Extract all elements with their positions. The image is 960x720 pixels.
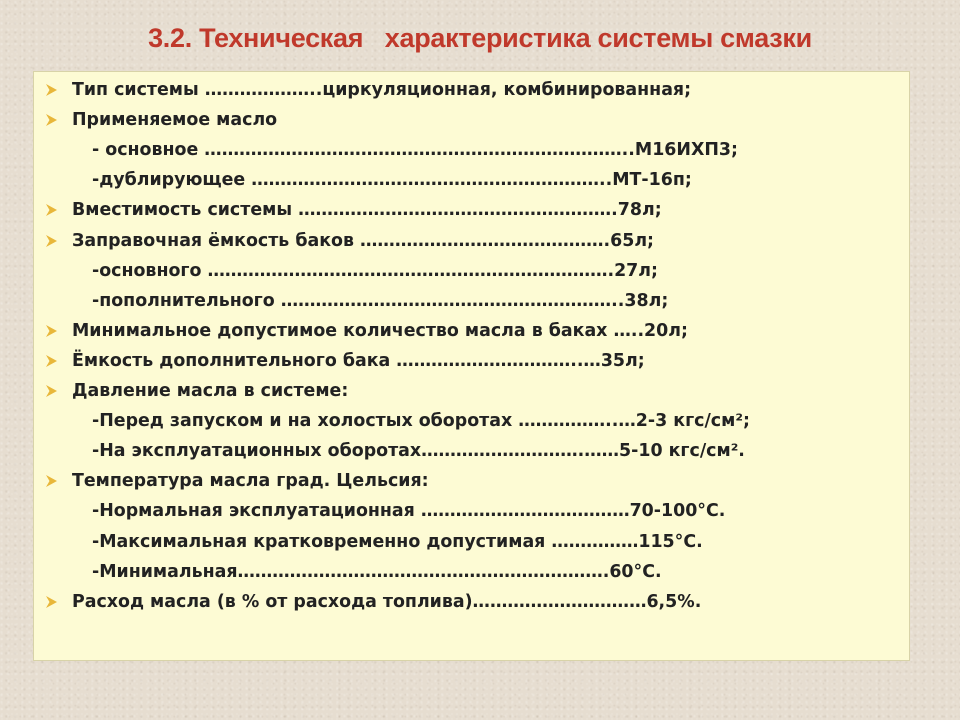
list-item-text: -Нормальная эксплуатационная ………………………………70-100°С.: [92, 501, 726, 522]
list-item-text: -основного …………………………………………………………….27л;: [92, 260, 658, 281]
arrowhead-bullet-icon: [42, 75, 60, 105]
list-item-text: Минимальное допустимое количество масла в баках …..20л;: [72, 320, 688, 341]
list-item-text: - основное ………………………………………………………………..М16ИХП3;: [92, 140, 738, 161]
list-subitem: [34, 557, 911, 587]
list-item-text: -дублирующее ……………………………………………………..МТ-16п;: [92, 170, 692, 191]
list-item-text: -Перед запуском и на холостых оборотах ……………..…2-3 кгс/см²;: [92, 411, 750, 432]
list-item-text: -Максимальная кратковременно допустимая ……………115°С.: [92, 531, 703, 552]
list-item-text: Вместимость системы ……………………………………………….78л;: [72, 200, 662, 221]
list-subitem: [34, 527, 911, 557]
list-item-text: Применяемое масло: [72, 110, 278, 131]
list-subitem: [34, 496, 911, 526]
list-item: [34, 75, 911, 105]
arrowhead-bullet-icon: [42, 226, 60, 256]
list-item-text: -пополнительного …………………………………………………..38л;: [92, 290, 669, 311]
arrowhead-bullet-icon: [42, 316, 60, 346]
arrowhead-bullet-icon: [42, 346, 60, 376]
arrowhead-bullet-icon: [42, 466, 60, 496]
list-subitem: [34, 256, 911, 286]
list-item: [34, 466, 911, 496]
arrowhead-bullet-icon: [42, 587, 60, 617]
arrowhead-bullet-icon: [42, 105, 60, 135]
list-item-text: -Минимальная……………………………………………………….60°С.: [92, 561, 662, 582]
list-subitem: [34, 286, 911, 316]
slide-title: 3.2. Техническая характеристика системы смазки: [148, 23, 812, 53]
list-item: [34, 346, 911, 376]
list-item-text: Давление масла в системе:: [72, 381, 349, 401]
list-item-text: Ёмкость дополнительного бака …………………………..…35л;: [72, 350, 645, 371]
arrowhead-bullet-icon: [42, 376, 60, 406]
content-panel: [33, 71, 910, 661]
list-item-text: Расход масла (в % от расхода топлива)…………………………6,5%.: [72, 591, 702, 612]
list-subitem: [34, 436, 911, 466]
list-item: [34, 195, 911, 225]
list-item-text: Тип системы ………………..циркуляционная, комбинированная;: [72, 80, 692, 100]
list-subitem: [34, 165, 911, 195]
list-item-text: -На эксплуатационных оборотах……………………….……5-10 кгс/см².: [92, 441, 745, 462]
list-subitem: [34, 135, 911, 165]
list-item: [34, 226, 911, 256]
list-item: [34, 587, 911, 617]
list-item: [34, 376, 911, 406]
arrowhead-bullet-icon: [42, 195, 60, 225]
list-item-text: Температура масла град. Цельсия:: [72, 471, 429, 492]
list-item-text: Заправочная ёмкость баков …………………………………….65л;: [72, 230, 655, 251]
list-item: [34, 316, 911, 346]
list-subitem: [34, 406, 911, 436]
list-item: [34, 105, 911, 135]
